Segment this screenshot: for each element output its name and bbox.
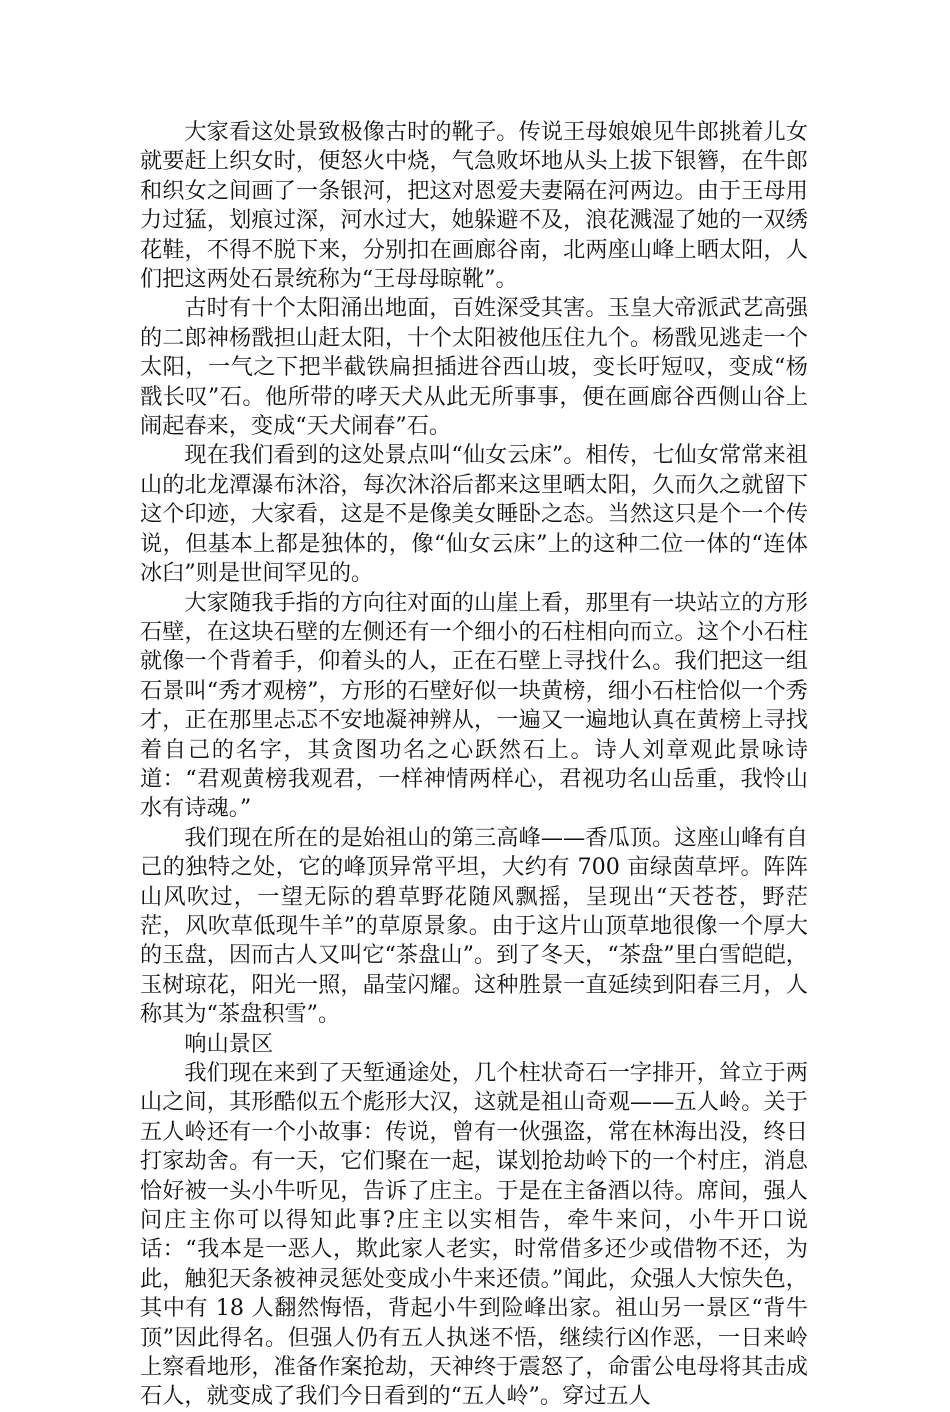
paragraph-five-men-ridge: 我们现在来到了天堑通途处，几个柱状奇石一字排开，耸立于两山之间，其形酷似五个彪形大汉，这就是祖山奇观——五人岭。关于五人岭还有一个小故事：传说，曾有一伙强盗，常在林海出没，终日打家劫舍。有一天，它们聚在一起，谋划抢劫岭下的一个村庄，消息恰好被一头小牛听见，告诉了庄主。于是在主备酒以待。席间，强人问庄主你可以得知此事?庄主以实相告，牵牛来问，小牛开口说话：“我本是一恶人，欺此家人老实，时常借多还少或借物不还，为此，触犯天条被神灵惩处变成小牛来还债。”闻此，众强人大惊失色，其中有 18 人翻然悔悟，背起小牛到险峰出家。祖山另一景区“背牛顶”因此得名。但强人仍有五人执迷不悟，继续行凶作恶，一日来岭上察看地形，准备作案抢劫，天神终于震怒了，命雷公电母将其击成石人，就变成了我们今日看到的“五人岭”。穿过五人 bbox=[140, 1060, 808, 1410]
paragraph-yangjian-sun: 古时有十个太阳涌出地面，百姓深受其害。玉皇大帝派武艺高强的二郎神杨戬担山赶太阳，十个太阳被他压住九个。杨戬见逃走一个太阳，一气之下把半截铁扁担插进谷西山坡，变长吁短叹，变成“杨戬长叹”石。他所带的哮天犬从此无所事事，便在画廊谷西侧山谷上闹起春来，变成“天犬闹春”石。 bbox=[140, 295, 808, 440]
paragraph-scholar-watching-list: 大家随我手指的方向往对面的山崖上看，那里有一块站立的方形石壁，在这块石壁的左侧还有一个细小的石柱相向而立。这个小石柱就像一个背着手，仰着头的人，正在石壁上寻找什么。我们把这一组石景叫“秀才观榜”，方形的石壁好似一块黄榜，细小石柱恰似一个秀才，正在那里忐忑不安地凝神辨从，一遍又一遍地认真在黄榜上寻找着自己的名字，其贪图功名之心跃然石上。诗人刘章观此景咏诗道：“君观黄榜我观君，一样神情两样心，君视功名山岳重，我怜山水有诗魂。” bbox=[140, 589, 808, 822]
paragraph-fairy-cloud-bed: 现在我们看到的这处景点叫“仙女云床”。相传，七仙女常常来祖山的北龙潭瀑布沐浴，每次沐浴后都来这里晒太阳，久而久之就留下这个印迹，大家看，这是不是像美女睡卧之态。当然这只是个一个传说，但基本上都是独体的，像“仙女云床”上的这种二位一体的“连体冰臼”则是世间罕见的。 bbox=[140, 442, 808, 587]
section-heading-xiangshan: 响山景区 bbox=[184, 1030, 274, 1057]
paragraph-wangmu-boots: 大家看这处景致极像古时的靴子。传说王母娘娘见牛郎挑着儿女就要赶上织女时，便怒火中烧，气急败坏地从头上拔下银簪，在牛郎和织女之间画了一条银河，把这对恩爱夫妻隔在河两边。由于王母用力过猛，划痕过深，河水过大，她躲避不及，浪花溅湿了她的一双绣花鞋，不得不脱下来，分别扣在画廊谷南，北两座山峰上晒太阳，人们把这两处石景统称为“王母母晾靴”。 bbox=[140, 119, 808, 293]
paragraph-xiangguading: 我们现在所在的是始祖山的第三高峰——香瓜顶。这座山峰有自己的独特之处，它的峰顶异常平坦，大约有 700 亩绿茵草坪。阵阵山风吹过，一望无际的碧草野花随风飘摇，呈现出“天苍苍，野茫茫，风吹草低现牛羊”的草原景象。由于这片山顶草地很像一个厚大的玉盘，因而古人又叫它“茶盘山”。到了冬天，“茶盘”里白雪皑皑，玉树琼花，阳光一照，晶莹闪耀。这种胜景一直延续到阳春三月，人称其为“茶盘积雪”。 bbox=[140, 824, 808, 1028]
body-text bbox=[140, 118, 808, 1412]
